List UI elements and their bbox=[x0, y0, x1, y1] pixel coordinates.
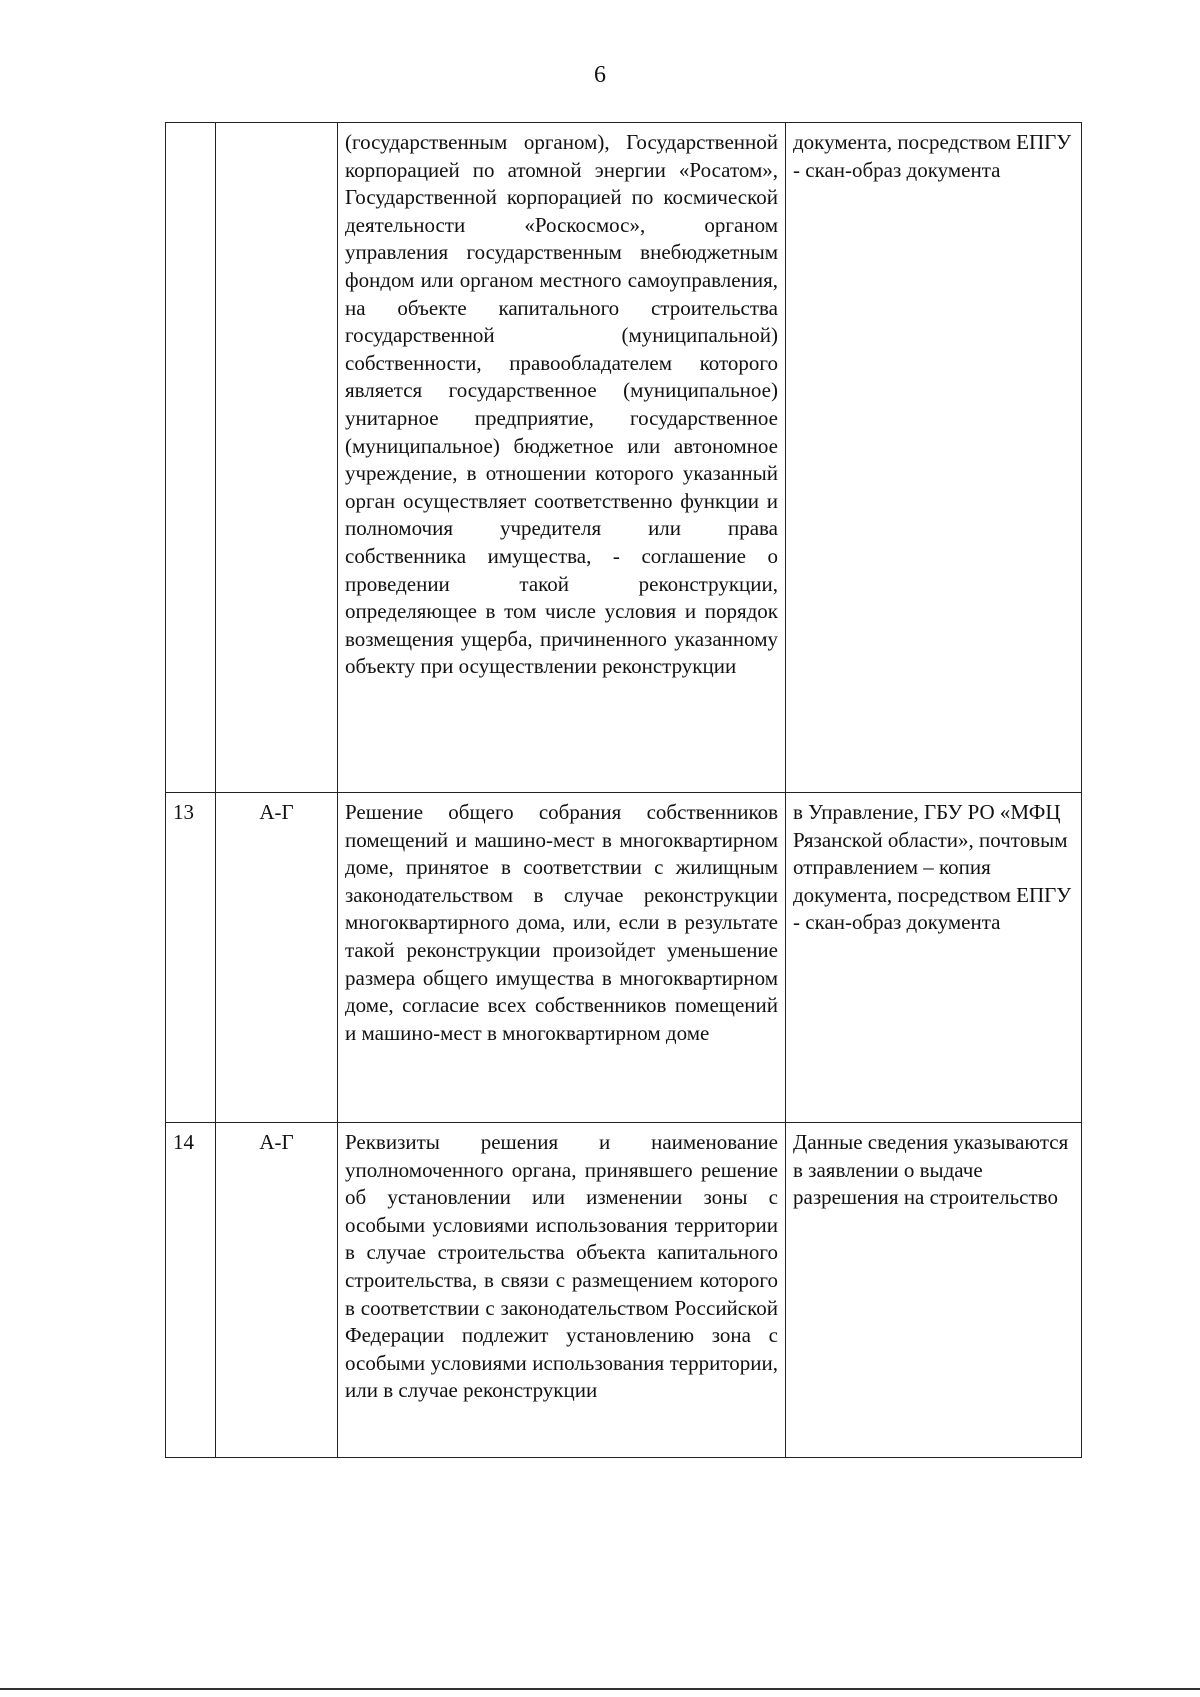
row-category: А-Г bbox=[216, 1123, 338, 1458]
row-document-text: (государственным органом), Государственной корпорацией по атомной энергии «Росатом», Государственной корпорацией по космической деятельности «Роскосмос», органом управления государственным внебюджетным фондом или органом местного самоуправления, на объекте капитального строительства государственной (муниципальной) собственности, правообладателем которого является государственное (муниципальное) унитарное предприятие, государственное (муниципальное) бюджетное или автономное учреждение, в отношении которого указанный орган осуществляет соответственно функции и полномочия учредителя или права собственника имущества, - соглашение о проведении такой реконструкции, определяющее в том числе условия и порядок возмещения ущерба, причиненного указанному объекту при осуществлении реконструкции bbox=[345, 130, 778, 679]
row-document bbox=[338, 123, 786, 793]
row-submission bbox=[786, 123, 1082, 793]
row-category: А-Г bbox=[216, 793, 338, 1123]
row-document-text: Решение общего собрания собственников помещений и машино-мест в многоквартирном доме, принятое в соответствии с жилищным законодательством в случае реконструкции многоквартирного дома, или, если в результате такой реконструкции произойдет уменьшение размера общего имущества в многоквартирном доме, согласие всех собственников помещений и машино-мест в многоквартирном доме bbox=[345, 800, 778, 1045]
row-document bbox=[338, 1123, 786, 1458]
row-submission-text: Данные сведения указываются в заявлении о выдаче разрешения на строительство bbox=[793, 1130, 1069, 1210]
row-document bbox=[338, 793, 786, 1123]
table-row bbox=[166, 1123, 1082, 1458]
row-submission bbox=[786, 1123, 1082, 1458]
row-submission-text: в Управление, ГБУ РО «МФЦ Рязанской области», почтовым отправлением – копия документа, посредством ЕПГУ - скан-образ документа bbox=[793, 800, 1072, 935]
row-number bbox=[166, 123, 216, 793]
table-row bbox=[166, 793, 1082, 1123]
row-submission bbox=[786, 793, 1082, 1123]
row-document-text: Реквизиты решения и наименование уполномоченного органа, принявшего решение об установлении или изменении зоны с особыми условиями использования территории в случае строительства объекта капитального строительства, в связи с размещением которого в соответствии с законодательством Российской Федерации подлежит установлению зона с особыми условиями использования территории, или в случае реконструкции bbox=[345, 1130, 778, 1403]
documents-table bbox=[165, 122, 1082, 1458]
row-category bbox=[216, 123, 338, 793]
row-submission-text: документа, посредством ЕПГУ - скан-образ документа bbox=[793, 130, 1072, 182]
table-row bbox=[166, 123, 1082, 793]
page-number: 6 bbox=[594, 62, 606, 88]
row-number: 14 bbox=[166, 1123, 216, 1458]
row-number: 13 bbox=[166, 793, 216, 1123]
bottom-edge-rule bbox=[0, 1688, 1200, 1690]
